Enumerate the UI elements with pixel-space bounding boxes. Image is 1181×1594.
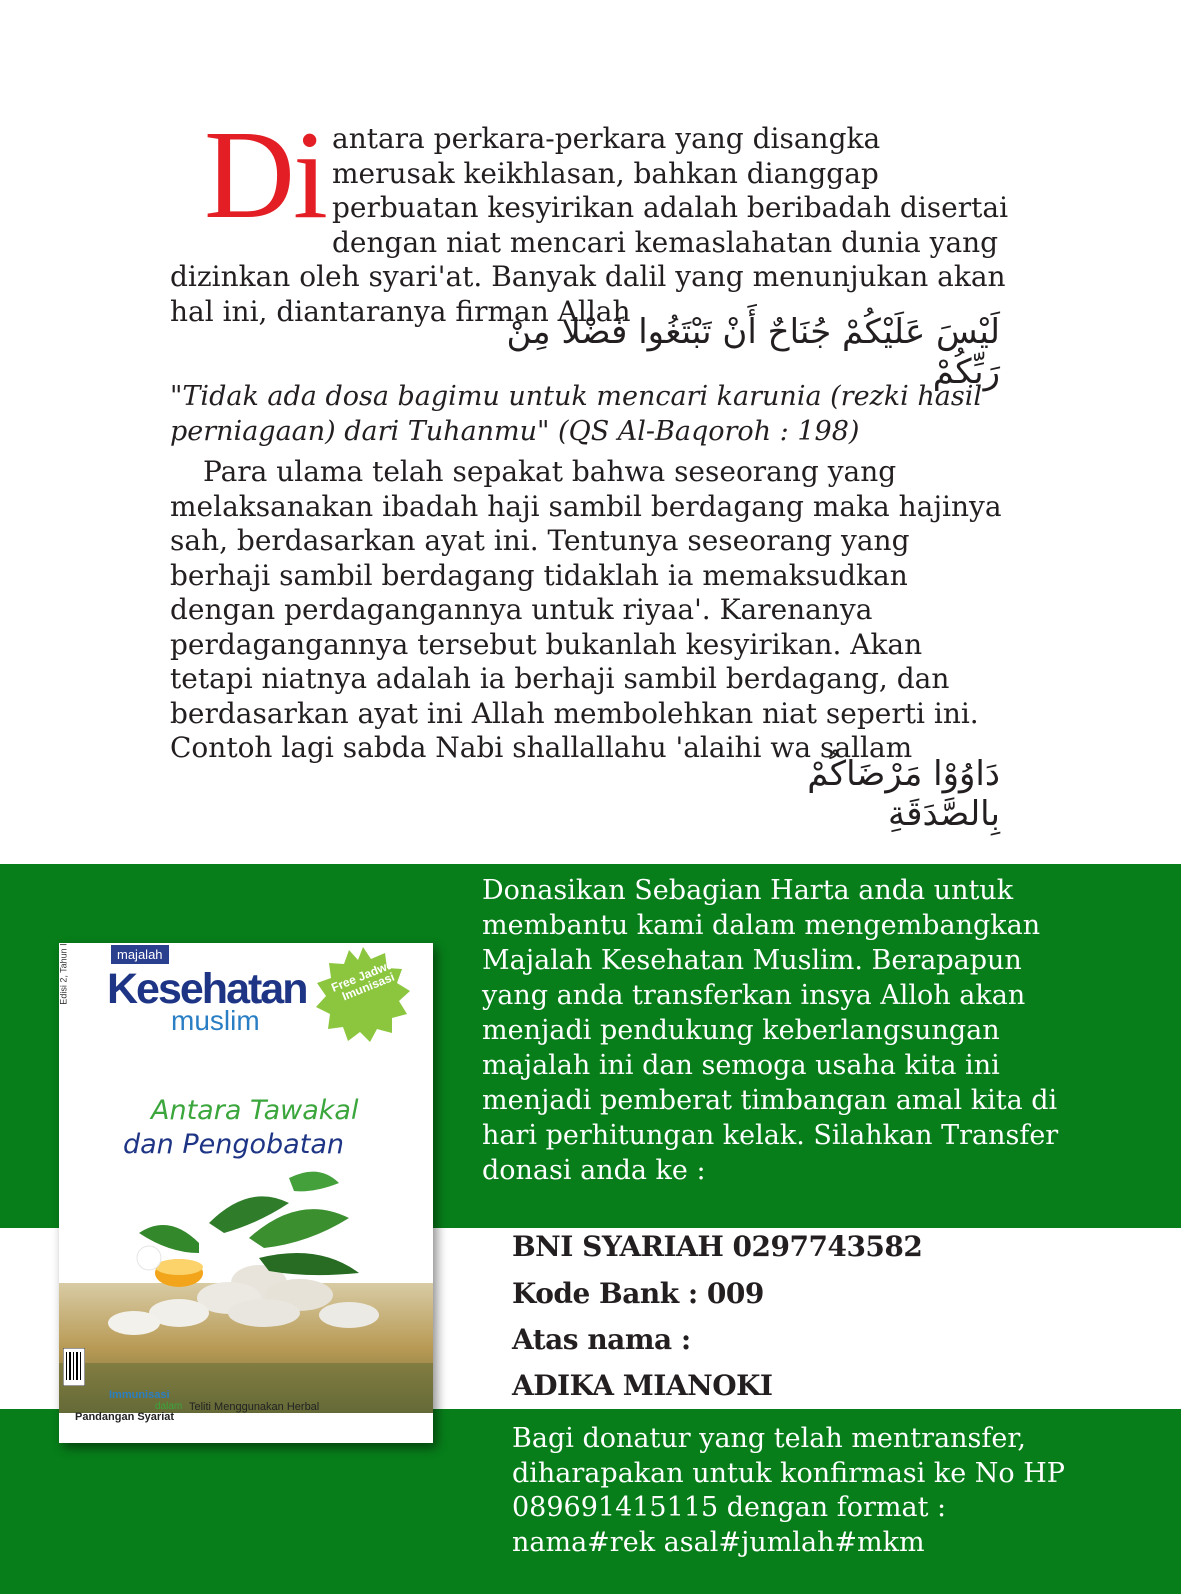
confirmation-note: Bagi donatur yang telah mentransfer, diharapakan untuk konfirmasi ke No HP 089691415115 dengan format : nama#rek asal#jumlah#mkm xyxy=(512,1423,1065,1558)
cover-headline-1: Antara Tawakal xyxy=(151,1095,359,1126)
intro-paragraph xyxy=(170,106,1010,329)
magazine-cover xyxy=(59,943,433,1443)
account-name: ADIKA MIANOKI xyxy=(512,1369,773,1402)
cover-footer-herbal: Teliti Menggunakan Herbal xyxy=(189,1401,320,1413)
cover-title: Kesehatan xyxy=(107,965,307,1013)
cover-edition: Edisi 2, Tahun I xyxy=(59,943,69,1005)
donation-appeal: Donasikan Sebagian Harta anda untuk membantu kami dalam mengembangkan Majalah Kesehatan Muslim. Berapapun yang anda transferkan insya Alloh akan menjadi pendukung keberlangsungan majalah ini dan semoga usaha kita ini menjadi pemberat timbangan amal kita di hari perhitungan kelak. Silahkan Transfer donasi anda ke : xyxy=(482,875,1059,1186)
drop-cap: Di xyxy=(204,106,326,245)
intro-text: antara perkara-perkara yang disangka merusak keikhlasan, bahkan dianggap perbuatan kesyirikan adalah beribadah disertai dengan niat mencari kemaslahatan dunia yang dizinkan oleh syari'at. Banyak dalil yang menunjukan akan hal ini, diantaranya firman Allah xyxy=(170,122,1009,328)
cover-headline-2: dan Pengobatan xyxy=(123,1129,344,1160)
cover-subtitle: muslim xyxy=(171,1005,260,1036)
account-name-label: Atas nama : xyxy=(512,1323,691,1356)
article xyxy=(170,106,1010,329)
cover-footer-syariat: Pandangan Syariat xyxy=(75,1411,175,1423)
cover-majalah-label: majalah xyxy=(111,945,169,964)
cover-footer-immunisasi: Immunisasi xyxy=(109,1389,170,1401)
bank-code: Kode Bank : 009 xyxy=(512,1277,764,1310)
bank-account: BNI SYARIAH 0297743582 xyxy=(512,1230,923,1263)
arabic-hadith: دَاوُوْا مَرْضَاكُمْ بِالصَّدَقَةِ xyxy=(807,754,1000,834)
arabic-verse: لَيْسَ عَلَيْكُمْ جُنَاحٌ أَنْ تَبْتَغُوا فَضْلا مِنْ رَبِّكُمْ xyxy=(506,312,1000,392)
barcode-icon xyxy=(63,1348,85,1386)
verse-translation: "Tidak ada dosa bagimu untuk mencari karunia (rezki hasil perniagaan) dari Tuhanmu" (QS Al-Baqoroh : 198) xyxy=(170,381,982,447)
spa-stones-illustration xyxy=(59,1163,433,1413)
cover-badge-text: Free Jadwal Imunisasi xyxy=(329,956,399,1004)
body-paragraph: Para ulama telah sepakat bahwa seseorang yang melaksanakan ibadah haji sambil berdagang maka hajinya sah, berdasarkan ayat ini. Tentunya seseorang yang berhaji sambil berdagang tidaklah ia memaksudkan dengan perdagangannya untuk riyaa'. Karenanya perdagangannya tersebut bukanlah kesyirikan. Akan tetapi niatnya adalah ia berhaji sambil berdagang, dan berdasarkan ayat ini Allah membolehkan niat seperti ini. Contoh lagi sabda Nabi shallallahu 'alaihi wa sallam xyxy=(170,455,1002,764)
cover-footer-dalam: dalam xyxy=(155,1401,183,1412)
